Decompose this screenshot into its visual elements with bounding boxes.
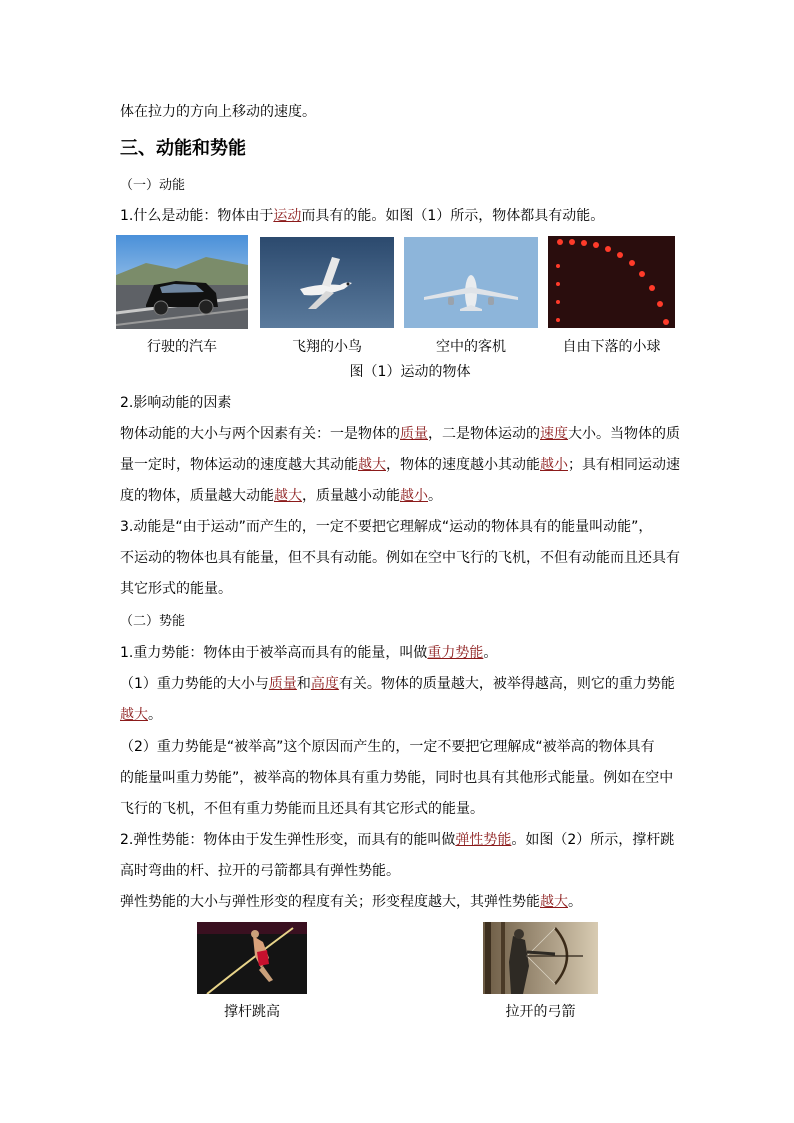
kinetic-definition: 1.什么是动能：物体由于运动而具有的能。如图（1）所示，物体都具有动能。 bbox=[120, 208, 605, 224]
gravity-factor-line-2: 越大。 bbox=[120, 707, 162, 723]
factors-paragraph-line-1: 物体动能的大小与两个因素有关：一是物体的质量，二是物体运动的速度大小。当物体的质 bbox=[120, 426, 680, 442]
gravity-note-line-3: 飞行的飞机，不但有重力势能而且还具有其它形式的能量。 bbox=[120, 801, 484, 817]
caption-bird: 飞翔的小鸟 bbox=[292, 339, 362, 355]
bow-arrow-image bbox=[483, 922, 598, 994]
kinetic-note-line-1: 3.动能是“由于运动”而产生的，一定不要把它理解成“运动的物体具有的能量叫动能”， bbox=[120, 519, 653, 535]
factors-paragraph-line-2: 量一定时，物体运动的速度越大其动能越大，物体的速度越小其动能越小；具有相同运动速 bbox=[120, 457, 680, 473]
car-image bbox=[116, 235, 248, 329]
figure-1-caption: 图（1）运动的物体 bbox=[349, 364, 471, 380]
caption-bow-arrow: 拉开的弓箭 bbox=[505, 1004, 576, 1020]
caption-airplane: 空中的客机 bbox=[436, 339, 506, 355]
bird-image bbox=[260, 237, 394, 328]
caption-car: 行驶的汽车 bbox=[147, 339, 217, 355]
factors-title: 2.影响动能的因素 bbox=[120, 395, 232, 411]
subsection-title-kinetic: （一）动能 bbox=[120, 178, 186, 193]
falling-ball-image bbox=[548, 236, 675, 328]
pole-vault-image bbox=[197, 922, 307, 994]
elastic-definition-line-2: 高时弯曲的杆、拉开的弓箭都具有弹性势能。 bbox=[120, 863, 400, 879]
section-title: 三、动能和势能 bbox=[120, 138, 246, 159]
gravity-definition: 1.重力势能：物体由于被举高而具有的能量，叫做重力势能。 bbox=[120, 645, 498, 661]
gravity-note-line-2: 的能量叫重力势能”，被举高的物体具有重力势能，同时也具有其他形式能量。例如在空中 bbox=[120, 770, 674, 786]
caption-pole-vault: 撑杆跳高 bbox=[224, 1004, 280, 1020]
subsection-title-potential: （二）势能 bbox=[120, 614, 186, 629]
airplane-image bbox=[404, 237, 538, 328]
kinetic-note-line-2: 不运动的物体也具有能量，但不具有动能。例如在空中飞行的飞机，不但有动能而且还具有 bbox=[120, 550, 680, 566]
factors-paragraph-line-3: 度的物体，质量越大动能越大，质量越小动能越小。 bbox=[120, 488, 442, 504]
text-line: 体在拉力的方向上移动的速度。 bbox=[120, 104, 316, 120]
elastic-factor: 弹性势能的大小与弹性形变的程度有关；形变程度越大，其弹性势能越大。 bbox=[120, 894, 582, 910]
gravity-note-line-1: （2）重力势能是“被举高”这个原因而产生的，一定不要把它理解成“被举高的物体具有 bbox=[120, 739, 655, 755]
kinetic-note-line-3: 其它形式的能量。 bbox=[120, 581, 232, 597]
caption-ball: 自由下落的小球 bbox=[562, 339, 661, 355]
elastic-definition-line-1: 2.弹性势能：物体由于发生弹性形变，而具有的能叫做弹性势能。如图（2）所示，撑杆跳 bbox=[120, 832, 675, 848]
gravity-factor-line-1: （1）重力势能的大小与质量和高度有关。物体的质量越大，被举得越高，则它的重力势能 bbox=[120, 676, 675, 692]
